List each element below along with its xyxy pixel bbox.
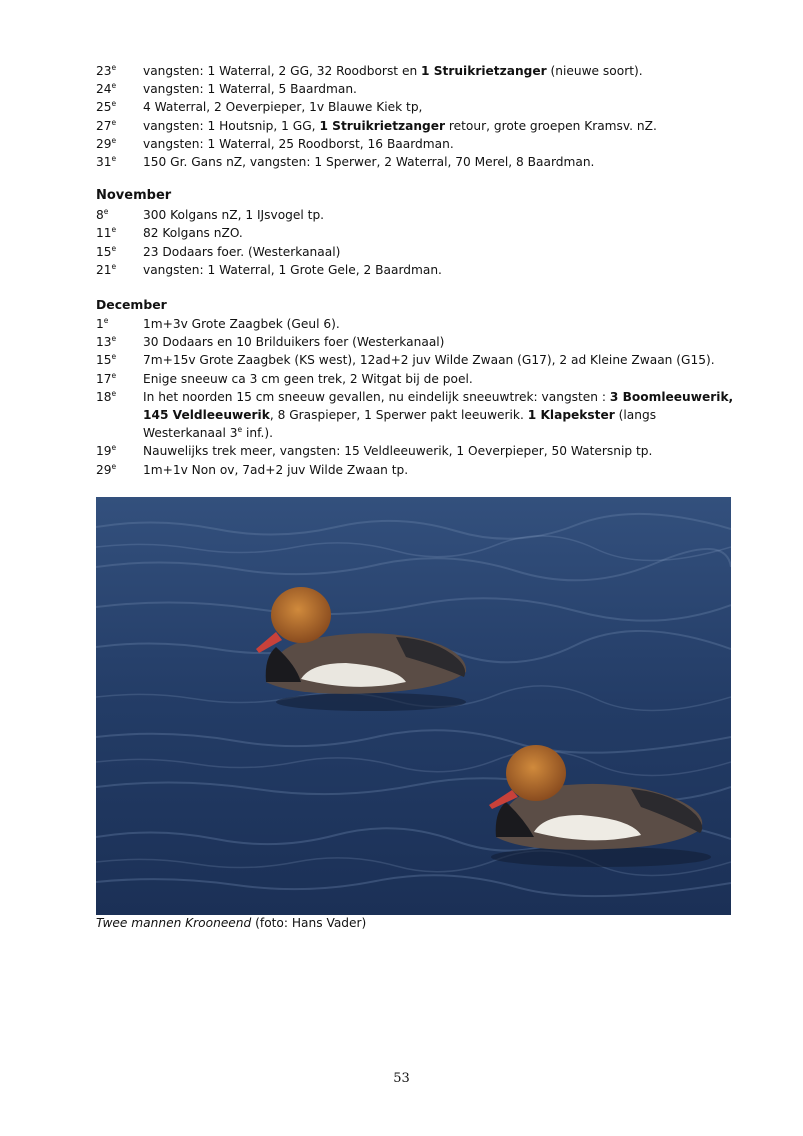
- entry-date: [96, 243, 143, 261]
- entry-text-part: vangsten: 1 Waterral, 25 Roodborst, 16 Baardman.: [143, 136, 454, 151]
- entry-date: [96, 117, 143, 135]
- entry-text-part: vangsten: 1 Waterral, 2 GG, 32 Roodborst en: [143, 64, 422, 78]
- entry-day-number: 1: [96, 317, 104, 332]
- entry-text: [143, 206, 736, 224]
- caption-species: Twee mannen Krooneend: [96, 916, 252, 930]
- entry-day-number: 21: [96, 262, 112, 277]
- entry-day-suffix: e: [111, 225, 117, 235]
- entry-day-number: 29: [96, 136, 112, 151]
- log-entry: [96, 98, 736, 116]
- log-entry: [96, 224, 736, 242]
- entry-text-part: 1m+1v Non ov, 7ad+2 juv Wilde Zwaan tp.: [143, 462, 409, 477]
- entry-text: [143, 442, 736, 460]
- entry-text-part: 1m+3v Grote Zaagbek (Geul 6).: [143, 317, 340, 332]
- entry-text-bold: 1 Klapekster: [527, 408, 615, 423]
- entry-date: [96, 333, 143, 351]
- entry-text: [143, 80, 736, 98]
- month-title-november: November: [96, 188, 172, 204]
- entry-text: [143, 224, 736, 242]
- entry-day-suffix: e: [111, 243, 117, 253]
- entry-date: [96, 351, 143, 369]
- entry-day-suffix: e: [111, 135, 117, 145]
- entry-day-suffix: e: [111, 334, 117, 344]
- entry-day-suffix: e: [111, 370, 117, 380]
- entry-day-number: 18: [96, 389, 112, 404]
- entry-text-part: vangsten: 1 Waterral, 1 Grote Gele, 2 Baardman.: [143, 262, 442, 277]
- entry-text: [143, 153, 736, 171]
- entry-text: [143, 461, 736, 479]
- october-entries: [96, 62, 736, 171]
- entry-text: [143, 388, 736, 443]
- log-entry: [96, 351, 736, 369]
- entry-text: [143, 62, 736, 80]
- entry-day-suffix: e: [103, 207, 109, 217]
- entry-text: [143, 98, 736, 116]
- caption-credit: (foto: Hans Vader): [251, 916, 367, 930]
- november-entries: [96, 206, 736, 279]
- page-number: 53: [393, 1071, 410, 1086]
- log-entry: [96, 80, 736, 98]
- duck-photo-illustration: [96, 497, 731, 915]
- entry-date: [96, 135, 143, 153]
- entry-day-number: 25: [96, 100, 112, 115]
- entry-day-suffix: e: [111, 99, 117, 109]
- log-entry: [96, 442, 736, 460]
- entry-day-number: 24: [96, 82, 112, 97]
- month-title-december: December: [96, 297, 167, 313]
- entry-day-suffix: e: [111, 461, 117, 471]
- entry-date: [96, 370, 143, 388]
- log-entry: [96, 370, 736, 388]
- entry-day-suffix: e: [111, 154, 117, 164]
- entry-text-part: 150 Gr. Gans nZ, vangsten: 1 Sperwer, 2 Waterral, 70 Merel, 8 Baardman.: [143, 155, 595, 170]
- entry-text: [143, 370, 736, 388]
- entry-day-number: 13: [96, 335, 112, 350]
- log-entry: [96, 333, 736, 351]
- entry-text-part: 23 Dodaars foer. (Westerkanaal): [143, 244, 341, 259]
- entry-day-suffix: e: [111, 352, 117, 362]
- entry-text-part: Nauwelijks trek meer, vangsten: 15 Veldleeuwerik, 1 Oeverpieper, 50 Watersnip tp.: [143, 444, 653, 459]
- entry-text-sup: e: [237, 425, 243, 435]
- entry-text-bold: 3 Boomleeuwerik, 145 Veldleeuwerik: [143, 389, 734, 423]
- entry-day-suffix: e: [111, 117, 117, 127]
- entry-text-bold: 1 Struikrietzanger: [319, 118, 446, 133]
- entry-day-number: 31: [96, 155, 112, 170]
- entry-day-number: 23: [96, 64, 112, 78]
- entry-text-bold: 1 Struikrietzanger: [421, 64, 547, 78]
- entry-text-part: 4 Waterral, 2 Oeverpieper, 1v Blauwe Kiek tp,: [143, 100, 423, 115]
- entry-text-part: (nieuwe soort).: [546, 64, 643, 78]
- log-entry: [96, 261, 736, 279]
- entry-day-number: 29: [96, 462, 112, 477]
- log-content: [96, 62, 736, 479]
- entry-date: [96, 442, 143, 460]
- entry-date: [96, 315, 143, 333]
- entry-text-part: , 8 Graspieper, 1 Sperwer pakt leeuwerik.: [269, 408, 528, 423]
- entry-date: [96, 80, 143, 98]
- entry-text: [143, 333, 736, 351]
- log-entry: [96, 62, 736, 80]
- entry-day-number: 15: [96, 353, 112, 368]
- entry-text-part: 30 Dodaars en 10 Brilduikers foer (Westerkanaal): [143, 335, 445, 350]
- entry-text: [143, 117, 736, 135]
- entry-text-part: In het noorden 15 cm sneeuw gevallen, nu eindelijk sneeuwtrek: vangsten :: [143, 389, 610, 404]
- entry-date: [96, 461, 143, 479]
- entry-day-number: 19: [96, 444, 112, 459]
- log-entry: [96, 388, 736, 443]
- log-entry: [96, 117, 736, 135]
- entry-date: [96, 98, 143, 116]
- entry-text-part: 82 Kolgans nZO.: [143, 226, 243, 241]
- entry-text-part: (langs Westerkanaal 3: [143, 408, 657, 441]
- entry-date: [96, 62, 143, 80]
- entry-date: [96, 206, 143, 224]
- entry-day-suffix: e: [111, 261, 117, 271]
- log-entry: [96, 243, 736, 261]
- entry-date: [96, 261, 143, 279]
- entry-text: [143, 351, 736, 369]
- entry-day-suffix: e: [111, 443, 117, 453]
- entry-text-part: vangsten: 1 Houtsnip, 1 GG,: [143, 118, 320, 133]
- log-entry: [96, 135, 736, 153]
- entry-text: [143, 261, 736, 279]
- entry-day-number: 11: [96, 226, 112, 241]
- entry-date: [96, 153, 143, 171]
- log-entry: [96, 461, 736, 479]
- photo-caption: [96, 915, 366, 932]
- log-entry: [96, 206, 736, 224]
- entry-text-part: vangsten: 1 Waterral, 5 Baardman.: [143, 82, 357, 97]
- entry-text-part: 300 Kolgans nZ, 1 IJsvogel tp.: [143, 208, 325, 223]
- entry-text-part: Enige sneeuw ca 3 cm geen trek, 2 Witgat bij de poel.: [143, 371, 473, 386]
- entry-day-suffix: e: [103, 316, 109, 326]
- entry-day-suffix: e: [111, 81, 117, 91]
- entry-text-part: retour, grote groepen Kramsv. nZ.: [445, 118, 657, 133]
- log-entry: [96, 153, 736, 171]
- entry-text: [143, 243, 736, 261]
- log-entry: [96, 315, 736, 333]
- entry-day-number: 15: [96, 244, 112, 259]
- entry-day-suffix: e: [111, 63, 117, 72]
- entry-day-number: 27: [96, 118, 112, 133]
- entry-day-suffix: e: [111, 388, 117, 398]
- entry-day-number: 8: [96, 208, 104, 223]
- duck-photo: [96, 497, 731, 915]
- entry-date: [96, 388, 143, 443]
- entry-text-part: 7m+15v Grote Zaagbek (KS west), 12ad+2 juv Wilde Zwaan (G17), 2 ad Kleine Zwaan (G15).: [143, 353, 715, 368]
- entry-text: [143, 135, 736, 153]
- entry-text-part: inf.).: [242, 426, 273, 441]
- entry-day-number: 17: [96, 371, 112, 386]
- entry-date: [96, 224, 143, 242]
- entry-text: [143, 315, 736, 333]
- december-entries: [96, 315, 736, 479]
